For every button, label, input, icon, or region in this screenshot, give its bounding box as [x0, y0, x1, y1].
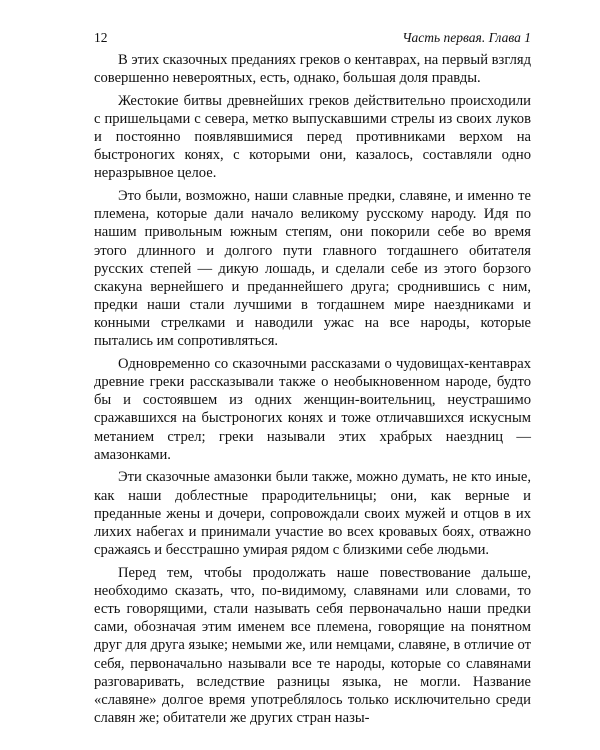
running-head: Часть первая. Глава 1: [402, 30, 531, 45]
body-text: [94, 51, 531, 727]
page-number: 12: [94, 30, 108, 45]
paragraph: Эти сказочные амазонки были также, можно думать, не кто иные, как наши доблестные прародительницы; они, как верные и преданные жены и дочери, сопровождали своих мужей и отцов в их лихих набегах и принимали участие во всех кровавых боях, отважно сражаясь и бесстрашно умирая рядом с близкими себе людьми.: [94, 469, 531, 559]
paragraph: Это были, возможно, наши славные предки, славяне, и именно те племена, которые дали начало великому русскому народу. Идя по нашим привольным южным степям, они покорили себе во время этого длинного и долгого пути главного тогдашнего обитателя русских степей — дикую лошадь, и сделали себе из этого борзого скакуна вернейшего и преданнейшего друга; сроднившись с ним, предки наши стали лучшими в тогдашнем мире наездниками и конными стрелками и наводили ужас на все народы, которые пытались им сопротивляться.: [94, 188, 531, 350]
page-header: [94, 29, 531, 47]
paragraph: В этих сказочных преданиях греков о кентаврах, на первый взгляд совершенно невероятных, есть, однако, большая доля правды.: [94, 52, 531, 87]
paragraph: Жестокие битвы древнейших греков действительно происходили с пришельцами с севера, метко выпускавшими стрелы из своих луков и постоянно появлявшимися перед противниками верхом на быстроногих конях, с которыми они, казалось, составляли одно неразрывное целое.: [94, 92, 531, 182]
paragraph: Перед тем, чтобы продолжать наше повествование дальше, необходимо сказать, что, по-видимому, славянами или словами, то есть говорящими, стали называть себя первоначально наши предки сами, обозначая этим именем все племена, говорящие на понятном друг для друга языке; немыми же, или немцами, славяне, в отличие от себя, первоначально называли все те народы, которые со славянами разговаривать, вследствие разницы языка, не могли. Название «славяне» долгое время употреблялось только исключительно среди славян же; обитатели же других стран назы-: [94, 564, 531, 726]
paragraph: Одновременно со сказочными рассказами о чудовищах-кентаврах древние греки рассказывали также о необыкновенном народе, будто бы и состоявшем из одних женщин-воительниц, неустрашимо сражавшихся на быстроногих конях и тоже отличавшихся искусным метанием стрел; греки называли этих храбрых наездниц — амазонками.: [94, 356, 531, 463]
